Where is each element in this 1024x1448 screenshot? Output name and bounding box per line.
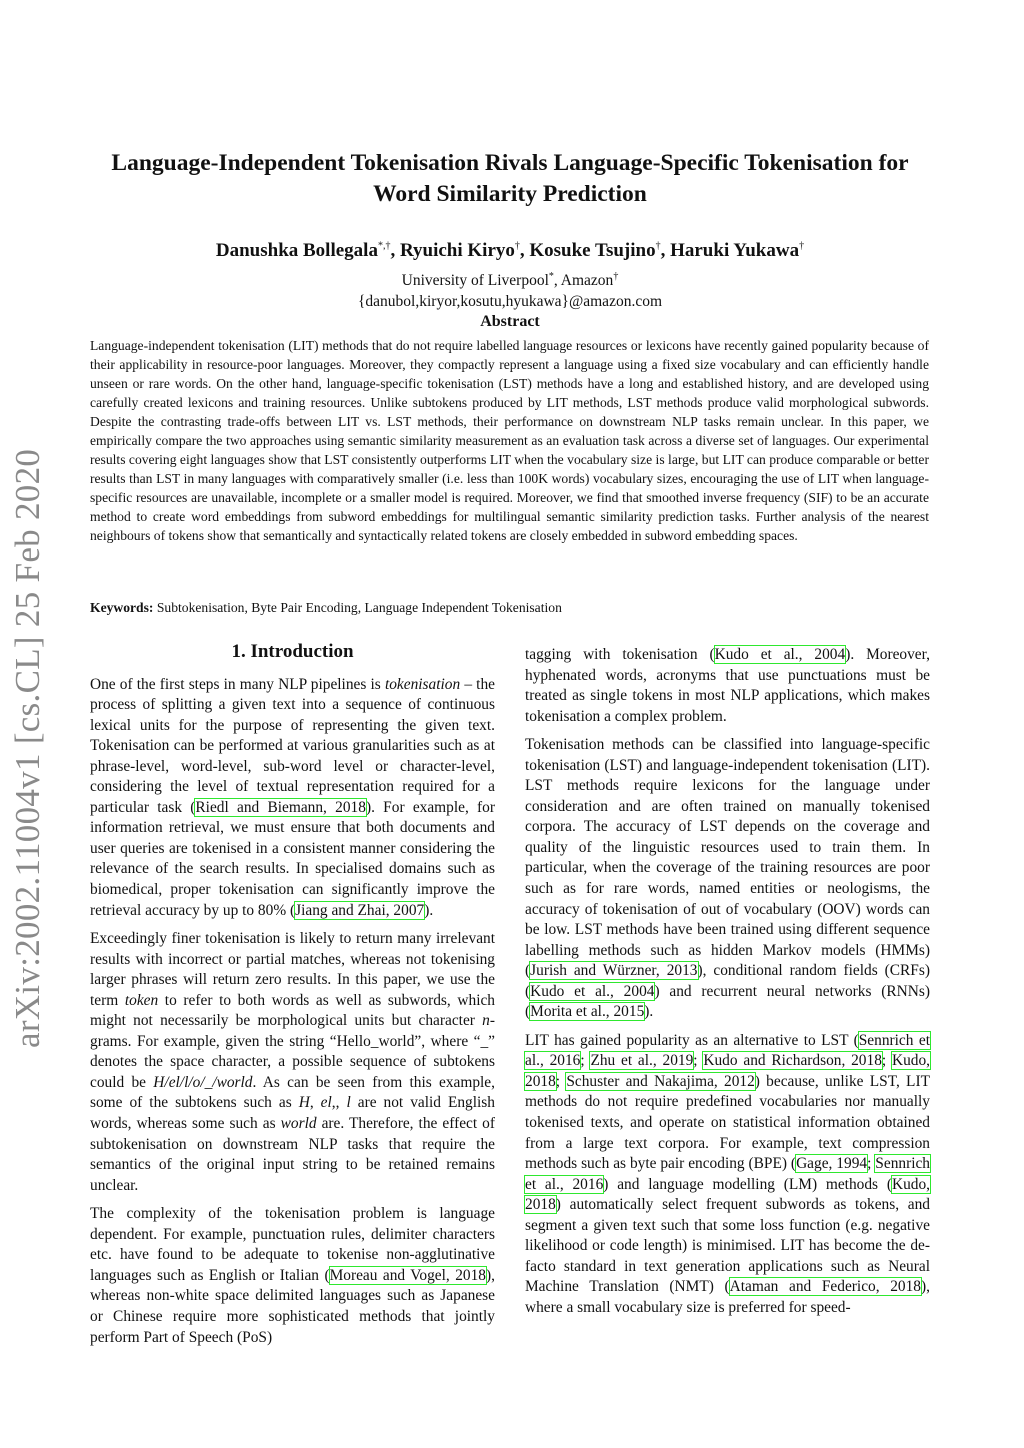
body-text: ; bbox=[881, 1052, 892, 1070]
abstract-text: Language-independent tokenisation (LIT) methods that do not require labelled language resources or lexicons have recently gained popularity because of their applicability in resource-poor languages. Moreover, they compactly represent a language using a fixed size vocabulary and can efficiently handle unseen or rare words. On the other hand, language-specific tokenisation (LST) methods have a long and established history, and are developed using carefully created lexicons and training resources. Unlike subtokens produced by LIT methods, LST methods produce valid morphological subwords. Despite the contrasting trade-offs between LIT vs. LST methods, their performance on downstream NLP tasks remain unclear. In this paper, we empirically compare the two approaches using semantic similarity measurement as an evaluation task across a diverse set of languages. Our experimental results covering eight languages show that LST consistently outperforms LIT when the vocabulary size is large, but LIT can produce comparable or better results than LST in many languages with comparatively smaller (i.e. less than 100K words) vocabulary sizes, encouraging the use of LIT when language-specific resources are unavailable, incomplete or a smaller model is required. Moreover, we find that smoothed inverse frequency (SIF) to be an accurate method to create word embeddings from subword embeddings for multilingual semantic similarity prediction tasks. Further analysis of the nearest neighbours of tokens show that semantically and syntactically related tokens are closely embedded in subword embedding spaces. bbox=[90, 338, 929, 543]
body-text: ). Moreover, hyphenated words, acronyms that use punctuations must be treated as single tokens in most NLP applications, which makes tokenisation a complex problem. bbox=[525, 646, 930, 725]
body-text: ; bbox=[580, 1052, 591, 1070]
citation-link[interactable]: Schuster and Nakajima, 2012 bbox=[566, 1072, 755, 1090]
body-text: ), conditional random fields (CRFs) ( bbox=[525, 962, 930, 1000]
body-text: . As can be seen from this example, some of the subtokens such as bbox=[90, 1073, 495, 1112]
left-column bbox=[90, 642, 495, 1356]
right-column-body bbox=[525, 645, 930, 1319]
left-column-body bbox=[90, 675, 495, 1349]
affiliation-1: University of Liverpool bbox=[401, 272, 549, 290]
body-text: Exceedingly finer tokenisation is likely to return many irrelevant results with incorrect or partial matches, whereas not tokenising larger phrases will return zero results. In this paper, we use the term bbox=[90, 930, 495, 1009]
citation-link[interactable]: Kudo, 2018 bbox=[525, 1052, 931, 1090]
body-text: ; bbox=[555, 1072, 567, 1090]
citation-link[interactable]: Kudo et al., 2004 bbox=[530, 982, 655, 1000]
citation-link[interactable]: Jurish and Würzner, 2013 bbox=[530, 962, 698, 980]
affiliation-mark: † bbox=[613, 271, 619, 282]
body-text: One of the first steps in many NLP pipelines is bbox=[90, 675, 385, 693]
citation-link[interactable]: Kudo, 2018 bbox=[525, 1175, 931, 1214]
author-separator: , bbox=[519, 240, 530, 261]
body-text: ; bbox=[867, 1155, 876, 1173]
body-text: ; bbox=[693, 1052, 704, 1070]
body-text: are. Therefore, the effect of subtokenisation on downstream NLP tasks that require the semantics of the original input string to be retained remains unclear. bbox=[90, 1115, 495, 1194]
body-text: to refer to both words as well as subwords, which might not necessarily be morphological units but character bbox=[90, 991, 495, 1030]
body-text: – the process of splitting a given text into a sequence of continuous lexical units for the purpose of representing the given text. Tokenisation can be performed at various granularities such as at phrase-level, word-level, sub-word level or character-level, considering the level of textual representation required for a particular task ( bbox=[90, 675, 495, 816]
right-column bbox=[525, 645, 930, 1327]
keywords bbox=[90, 600, 929, 616]
italic-term: tokenisation bbox=[384, 675, 461, 693]
italic-term: l bbox=[346, 1094, 351, 1112]
body-text: ) and recurrent neural networks (RNNs) ( bbox=[525, 982, 931, 1021]
author-email: {danubol,kiryor,kosutu,hyukawa}@amazon.com bbox=[357, 293, 663, 311]
body-text: ), where a small vocabulary size is preferred for speed- bbox=[525, 1278, 930, 1316]
paragraph bbox=[90, 929, 495, 1196]
citation-link[interactable]: Moreau and Vogel, 2018 bbox=[329, 1266, 487, 1284]
body-text: ). For example, for information retrieval, we must ensure that both documents and user queries are tokenised in a consistent manner considering the relevance of the search results. In specialised domains such as biomedical, proper tokenisation can significantly improve the retrieval accuracy by up to 80% ( bbox=[90, 798, 496, 919]
body-text: ,, bbox=[331, 1094, 347, 1112]
paragraph bbox=[90, 1204, 495, 1348]
author-mark: † bbox=[655, 240, 661, 252]
citation-link[interactable]: Sennrich et al., 2016 bbox=[525, 1031, 930, 1070]
author-separator: , bbox=[660, 240, 671, 261]
section-heading: 1. Introduction bbox=[231, 641, 354, 662]
citation-link[interactable]: Morita et al., 2015 bbox=[530, 1003, 645, 1021]
citation-link[interactable]: Gage, 1994 bbox=[796, 1155, 868, 1173]
italic-term: H bbox=[298, 1094, 310, 1112]
italic-term: H/el/l/o/_/world bbox=[153, 1073, 253, 1091]
body-text: ). bbox=[424, 901, 434, 919]
body-text: are not valid English words, whereas some such as bbox=[90, 1094, 495, 1133]
body-text: ), whereas non-white space delimited languages such as Japanese or Chinese require more sophisticated methods that jointly perform Part of Speech (PoS) bbox=[90, 1266, 495, 1346]
keywords-label: Keywords: bbox=[90, 600, 154, 615]
title-line-1: Language-Independent Tokenisation Rivals Language-Specific Tokenisation for bbox=[111, 150, 909, 176]
citation-link[interactable]: Ataman and Federico, 2018 bbox=[729, 1278, 921, 1296]
affiliation-2: , Amazon bbox=[553, 272, 614, 290]
citation-link[interactable]: Kudo et al., 2004 bbox=[714, 646, 846, 663]
citation-link[interactable]: Sennrich et al., 2016 bbox=[525, 1155, 931, 1193]
paragraph bbox=[90, 675, 495, 922]
body-text: tagging with tokenisation ( bbox=[525, 646, 715, 663]
author-mark: *,† bbox=[377, 240, 391, 252]
author-name: Ryuichi Kiryo bbox=[399, 240, 515, 261]
body-text: The complexity of the tokenisation problem is language dependent. For example, punctuation rules, delimiter characters etc. have found to be adequate to tokenise non-agglutinative languages such as English or Italian ( bbox=[90, 1205, 495, 1284]
author-name: Kosuke Tsujino bbox=[529, 240, 656, 261]
italic-term: el bbox=[320, 1094, 332, 1112]
keywords-list: Subtokenisation, Byte Pair Encoding, Language Independent Tokenisation bbox=[156, 600, 562, 615]
citation-link[interactable]: Zhu et al., 2019 bbox=[590, 1052, 694, 1070]
italic-term: world bbox=[280, 1115, 317, 1133]
body-text: ) automatically select frequent subwords as tokens, and segment a given text such that some loss function (e.g. negative likelihood or code length) is minimised. LIT has become the de-facto standard in text generation applications such as Neural Machine Translation (NMT) ( bbox=[525, 1196, 930, 1296]
author-name: Danushka Bollegala bbox=[215, 240, 378, 261]
citation-link[interactable]: Jiang and Zhai, 2007 bbox=[295, 901, 425, 919]
italic-term: n bbox=[482, 1012, 490, 1030]
arxiv-identifier: arXiv:2002.11004v1 [cs.CL] 25 Feb 2020 bbox=[8, 448, 47, 1048]
author-name: Haruki Yukawa bbox=[670, 240, 800, 261]
body-text: ) and language modelling (LM) methods ( bbox=[603, 1175, 892, 1193]
body-text: ). bbox=[644, 1003, 654, 1021]
body-text: LIT has gained popularity as an alternative to LST ( bbox=[525, 1031, 859, 1049]
paragraph bbox=[525, 1031, 930, 1319]
author-list bbox=[60, 240, 960, 262]
italic-term: token bbox=[124, 991, 159, 1009]
paragraph bbox=[525, 735, 930, 1023]
affiliation-mark: * bbox=[548, 271, 554, 282]
author-separator: , bbox=[390, 240, 400, 261]
paper-title bbox=[60, 148, 960, 210]
body-text: , bbox=[309, 1094, 321, 1112]
body-text: -grams. For example, given the string “Hello_world”, where “_” denotes the space character, a possible sequence of subtokens could be bbox=[90, 1012, 495, 1091]
abstract-heading: Abstract bbox=[480, 313, 540, 330]
author-mark: † bbox=[514, 240, 520, 252]
author-mark: † bbox=[799, 240, 805, 252]
citation-link[interactable]: Kudo and Richardson, 2018 bbox=[703, 1052, 882, 1070]
paragraph bbox=[525, 645, 930, 727]
body-text: ) because, unlike LST, LIT methods do not require predefined vocabularies nor manually tokenised texts, and operate on statistical information obtained from a large text corpora. For example, text compression methods such as byte pair encoding (BPE) ( bbox=[525, 1072, 930, 1173]
title-line-2: Word Similarity Prediction bbox=[373, 181, 647, 207]
citation-link[interactable]: Riedl and Biemann, 2018 bbox=[195, 798, 366, 816]
affiliations bbox=[60, 266, 960, 312]
body-text: Tokenisation methods can be classified into language-specific tokenisation (LST) and language-independent tokenisation (LIT). LST methods require lexicons for the language under consideration and are often trained on manually tokenised corpora. The accuracy of LST depends on the coverage and quality of the linguistic resources used to train them. In particular, when the coverage of the training resources are poor such as for rare words, named entities or neologisms, the accuracy of tokenisation of out of vocabulary (OOV) words can be low. LST methods have been trained using different sequence labelling methods such as hidden Markov models (HMMs) ( bbox=[525, 736, 930, 980]
